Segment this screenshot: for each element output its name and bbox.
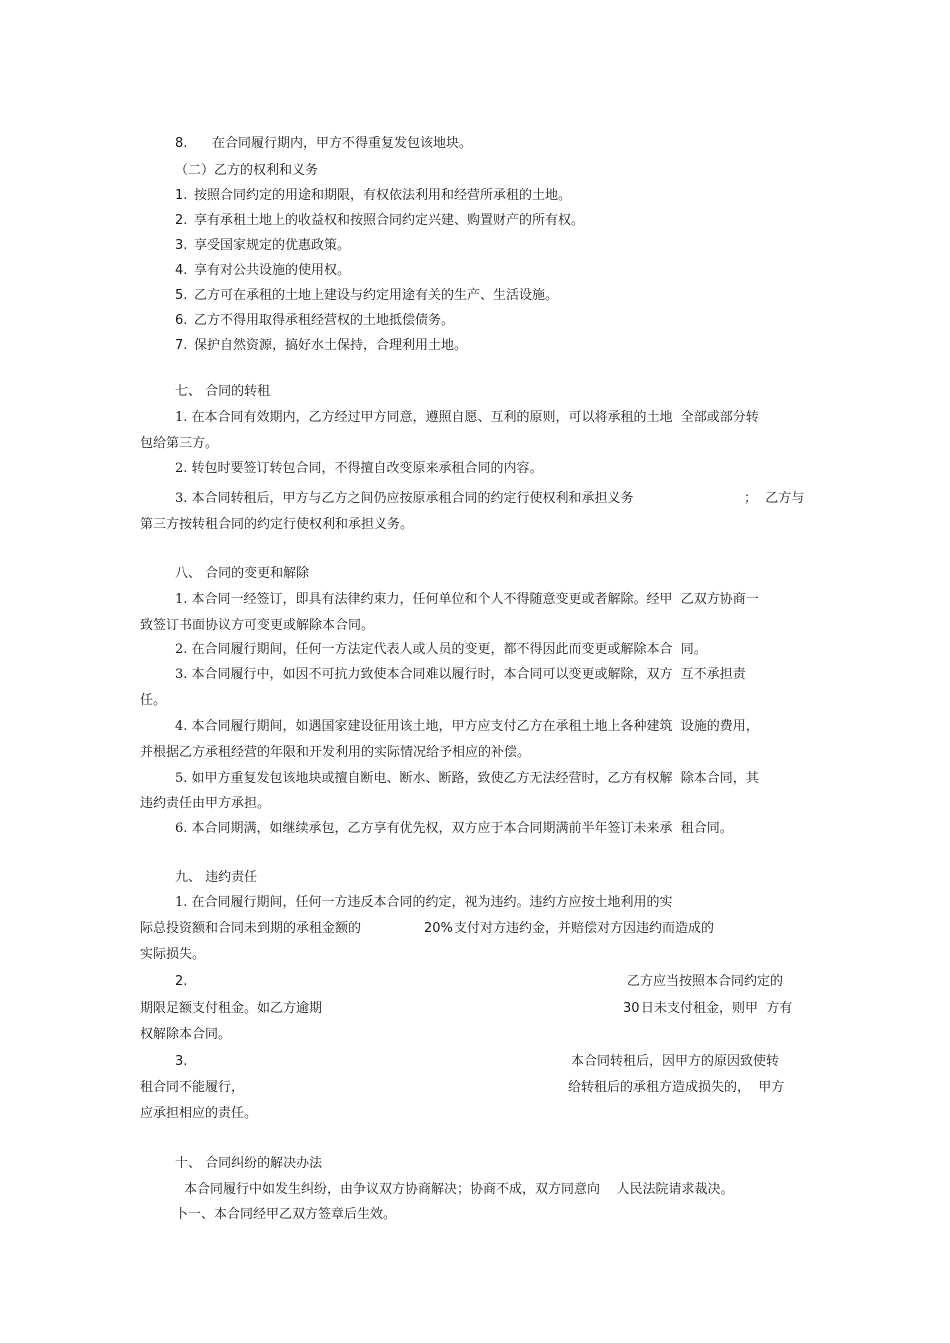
paragraph-text: 4. 本合同履行期间，如遇国家建设征用该土地，甲方应支付乙方在承租土地上各种建筑 设施的费用，	[175, 719, 759, 734]
item-number: 3.	[175, 238, 188, 253]
paragraph-text: 任。	[140, 693, 167, 708]
section-heading: 十、 合同纠纷的解决办法	[175, 1156, 323, 1171]
item-number: 4.	[175, 263, 188, 278]
paragraph-text: 5. 如甲方重复发包该地块或擅自断电、断水、断路，致使乙方无法经营时，乙方有权解 除本合同，其	[175, 771, 759, 786]
list-item: 保护自然资源，搞好水土保持，合理利用土地。	[194, 338, 468, 353]
list-item: 乙方可在承租的土地上建设与约定用途有关的生产、生活设施。	[194, 288, 559, 303]
section-heading: 七、 合同的转租	[175, 384, 271, 399]
paragraph-text: 在合同履行期内，甲方不得重复发包该地块。	[212, 136, 473, 151]
item-number: 5.	[175, 288, 188, 303]
paragraph-text: 2. 在合同履行期间，任何一方法定代表人或人员的变更，都不得因此而变更或解除本合 同。	[175, 642, 707, 657]
item-number: 2.	[175, 213, 188, 228]
paragraph-text: 给转租后的承租方造成损失的， 甲方	[568, 1080, 785, 1095]
paragraph-text: 权解除本合同。	[140, 1027, 232, 1042]
percent-value: 20%	[424, 921, 453, 936]
item-number: 8.	[175, 136, 188, 151]
paragraph-text: 第三方按转租合同的约定行使权利和承担义务。	[140, 517, 414, 532]
paragraph-text: 日未支付租金，则甲 方有	[641, 1001, 793, 1016]
days-value: 30	[623, 1001, 640, 1016]
paragraph-text: 卜一、本合同经甲乙双方签章后生效。	[175, 1207, 397, 1222]
list-item: 享受国家规定的优惠政策。	[194, 238, 351, 253]
list-item: 享有承租土地上的收益权和按照合同约定兴建、购置财产的所有权。	[194, 213, 585, 228]
paragraph-text: 致签订书面协议方可变更或解除本合同。	[140, 618, 375, 633]
paragraph-text: 本合同转租后，因甲方的原因致使转	[571, 1054, 780, 1069]
paragraph-text: ； 乙方与	[744, 491, 805, 506]
paragraph-text: 支付对方违约金，并赔偿对方因违约而造成的	[454, 921, 715, 936]
paragraph-text: 乙方应当按照本合同约定的	[627, 974, 784, 989]
paragraph-text: 包给第三方。	[140, 436, 219, 451]
paragraph-text: 应承担相应的责任。	[140, 1106, 258, 1121]
section-heading: 九、 违约责任	[175, 870, 258, 885]
paragraph-text: 1. 本合同一经签订，即具有法律约束力，任何单位和个人不得随意变更或者解除。经甲 乙双方协商一	[175, 592, 759, 607]
paragraph-text: 本合同履行中如发生纠纷，由争议双方协商解决；协商不成，双方同意向 人民法院请求裁决。	[184, 1182, 734, 1197]
section-heading: （二）乙方的权利和义务	[175, 163, 319, 178]
list-item: 享有对公共设施的使用权。	[194, 263, 351, 278]
paragraph-text: 2. 转包时要签订转包合同，不得擅自改变原来承租合同的内容。	[175, 461, 543, 476]
item-number: 7.	[175, 338, 188, 353]
item-number: 2.	[175, 974, 188, 989]
paragraph-text: 实际损失。	[140, 947, 206, 962]
paragraph-text: 1. 在合同履行期间，任何一方违反本合同的约定，视为违约。违约方应按土地利用的实	[175, 895, 673, 910]
paragraph-text: 3. 本合同转租后，甲方与乙方之间仍应按原承租合同的约定行使权利和承担义务	[175, 491, 634, 506]
paragraph-text: 1. 在本合同有效期内，乙方经过甲方同意，遵照自愿、互利的原则，可以将承租的土地 全部或部分转	[175, 410, 759, 425]
paragraph-text: 3. 本合同履行中，如因不可抗力致使本合同难以履行时，本合同可以变更或解除，双方 互不承担责	[175, 667, 746, 682]
list-item: 乙方不得用取得承租经营权的土地抵偿债务。	[194, 313, 455, 328]
item-number: 6.	[175, 313, 188, 328]
paragraph-text: 租合同不能履行，	[140, 1080, 245, 1095]
paragraph-text: 违约责任由甲方承担。	[140, 796, 271, 811]
list-item: 按照合同约定的用途和期限，有权依法利用和经营所承租的土地。	[194, 188, 572, 203]
paragraph-text: 期限足额支付租金。如乙方逾期	[140, 1001, 323, 1016]
item-number: 3.	[175, 1054, 188, 1069]
item-number: 1.	[175, 188, 188, 203]
paragraph-text: 并根据乙方承租经营的年限和开发利用的实际情况给予相应的补偿。	[140, 745, 531, 760]
paragraph-text: 际总投资额和合同未到期的承租金额的	[140, 921, 362, 936]
paragraph-text: 6. 本合同期满，如继续承包，乙方享有优先权，双方应于本合同期满前半年签订未来承 租合同。	[175, 821, 733, 836]
section-heading: 八、 合同的变更和解除	[175, 566, 310, 581]
